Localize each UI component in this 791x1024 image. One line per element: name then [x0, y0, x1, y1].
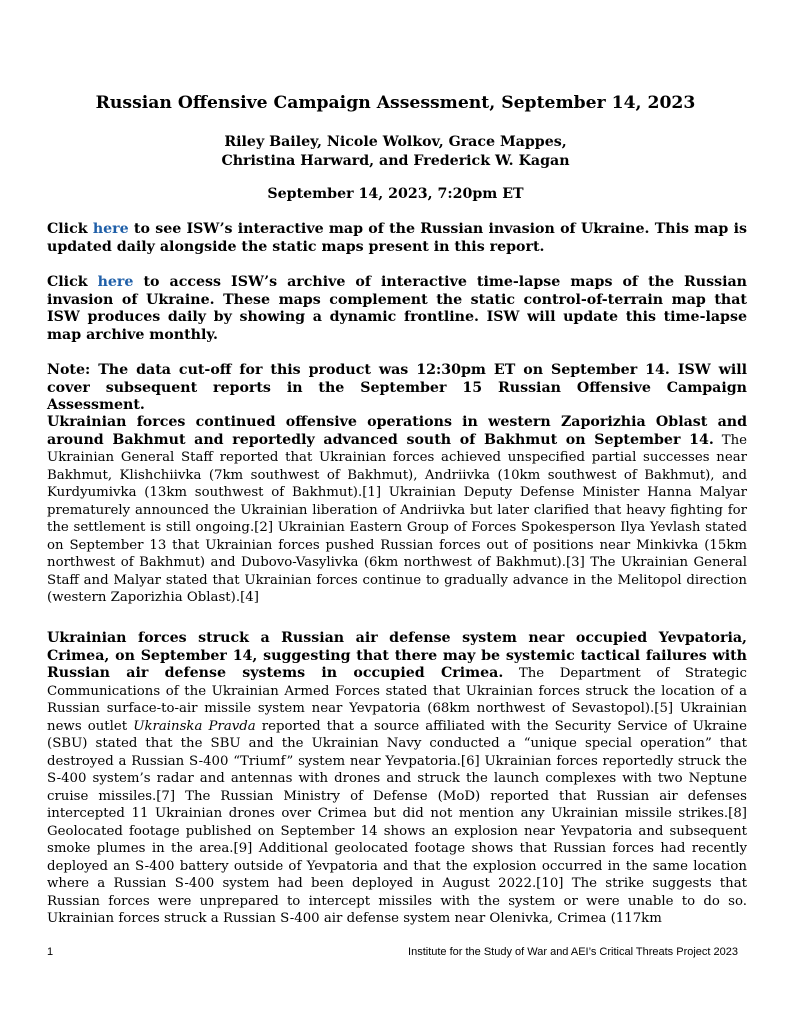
- footer-credit: Institute for the Study of War and AEI’s Critical Threats Project 2023: [408, 946, 738, 958]
- report-title: Russian Offensive Campaign Assessment, September 14, 2023: [95, 93, 696, 113]
- p2-pre: Click: [47, 274, 98, 290]
- p1-post: to see ISW’s interactive map of the Russian invasion of Ukraine. This map is updated daily alongside the static maps present in this report.: [47, 221, 747, 255]
- report-date: September 14, 2023, 7:20pm ET: [267, 186, 524, 202]
- report-authors: [0, 133, 791, 171]
- section-bakhmut-paragraph: [47, 414, 747, 607]
- authors-line-2: Christina Harward, and Frederick W. Kagan: [221, 153, 570, 169]
- section-bakhmut-body: The Ukrainian General Staff reported that Ukrainian forces achieved unspecified partial successes near Bakhmut, Klishchiivka (7km southwest of Bakhmut), Andriivka (10km southwest of Bakhmut), and Kurdyumivka (13km southwest of Bakhmut).[1] Ukrainian Deputy Defense Minister Hanna Malyar prematurely announced the Ukrainian liberation of Andriivka but later clarified that heavy fighting for the settlement is still ongoing.[2] Ukrainian Eastern Group of Forces Spokesperson Ilya Yevlash stated on September 13 that Ukrainian forces pushed Russian forces out of positions near Minkivka (15km northwest of Bakhmut) and Dubovo-Vasylivka (6km northwest of Bakhmut).[3] The Ukrainian General Staff and Malyar stated that Ukrainian forces continue to gradually advance in the Melitopol direction (western Zaporizhia Oblast).[4]: [47, 432, 747, 605]
- interactive-map-paragraph: [47, 221, 747, 256]
- section-bakhmut-lead: Ukrainian forces continued offensive operations in western Zaporizhia Oblast and around Bakhmut and reportedly advanced south of Bakhmut on September 14.: [47, 414, 747, 448]
- p1-pre: Click: [47, 221, 93, 237]
- interactive-map-link[interactable]: here: [92, 221, 129, 237]
- section-crimea-lead: Ukrainian forces struck a Russian air defense system near occupied Yevpatoria, Crimea, on September 14, suggesting that there may be systemic tactical failures with Russian air defense systems in occupied Crimea.: [47, 630, 747, 681]
- timelapse-archive-link[interactable]: here: [97, 274, 134, 290]
- section-crimea-paragraph: [47, 630, 747, 928]
- news-outlet-name: Ukrainska Pravda: [133, 718, 256, 734]
- timelapse-archive-paragraph: [47, 274, 747, 344]
- authors-line-1: Riley Bailey, Nicole Wolkov, Grace Mappes,: [224, 134, 567, 150]
- page-number: 1: [47, 946, 54, 958]
- section-crimea-body-b: reported that a source affiliated with the Security Service of Ukraine (SBU) stated that the SBU and the Ukrainian Navy conducted a “unique special operation” that destroyed a Russian S-400 “Triumf” system near Yevpatoria.[6] Ukrainian forces reportedly struck the S-400 system’s radar and antennas with drones and struck the launch complexes with two Neptune cruise missiles.[7] The Russian Ministry of Defense (MoD) reported that Russian air defenses intercepted 11 Ukrainian drones over Crimea but did not mention any Ukrainian missile strikes.[8] Geolocated footage published on September 14 shows an explosion near Yevpatoria and subsequent smoke plumes in the area.[9] Additional geolocated footage shows that Russian forces had recently deployed an S-400 battery outside of Yevpatoria and that the explosion occurred in the same location where a Russian S-400 system had been deployed in August 2022.[10] The strike suggests that Russian forces were unprepared to intercept missiles with the system or were unable to do so. Ukrainian forces struck a Russian S-400 air defense system near Olenivka, Crimea (117km: [47, 718, 747, 926]
- data-cutoff-note: Note: The data cut-off for this product was 12:30pm ET on September 14. ISW will cover subsequent reports in the September 15 Russian Offensive Campaign Assessment.: [47, 362, 747, 413]
- section-crimea-body-a: The Department of Strategic Communications of the Ukrainian Armed Forces stated that Ukrainian forces struck the location of a Russian surface-to-air missile system near Yevpatoria (68km northwest of Sevastopol).[5] Ukrainian news outlet: [47, 666, 747, 734]
- p2-post: to access ISW’s archive of interactive time-lapse maps of the Russian invasion of Ukraine. These maps complement the static control-of-terrain map that ISW produces daily by showing a dynamic frontline. ISW will update this time-lapse map archive monthly.: [47, 274, 747, 343]
